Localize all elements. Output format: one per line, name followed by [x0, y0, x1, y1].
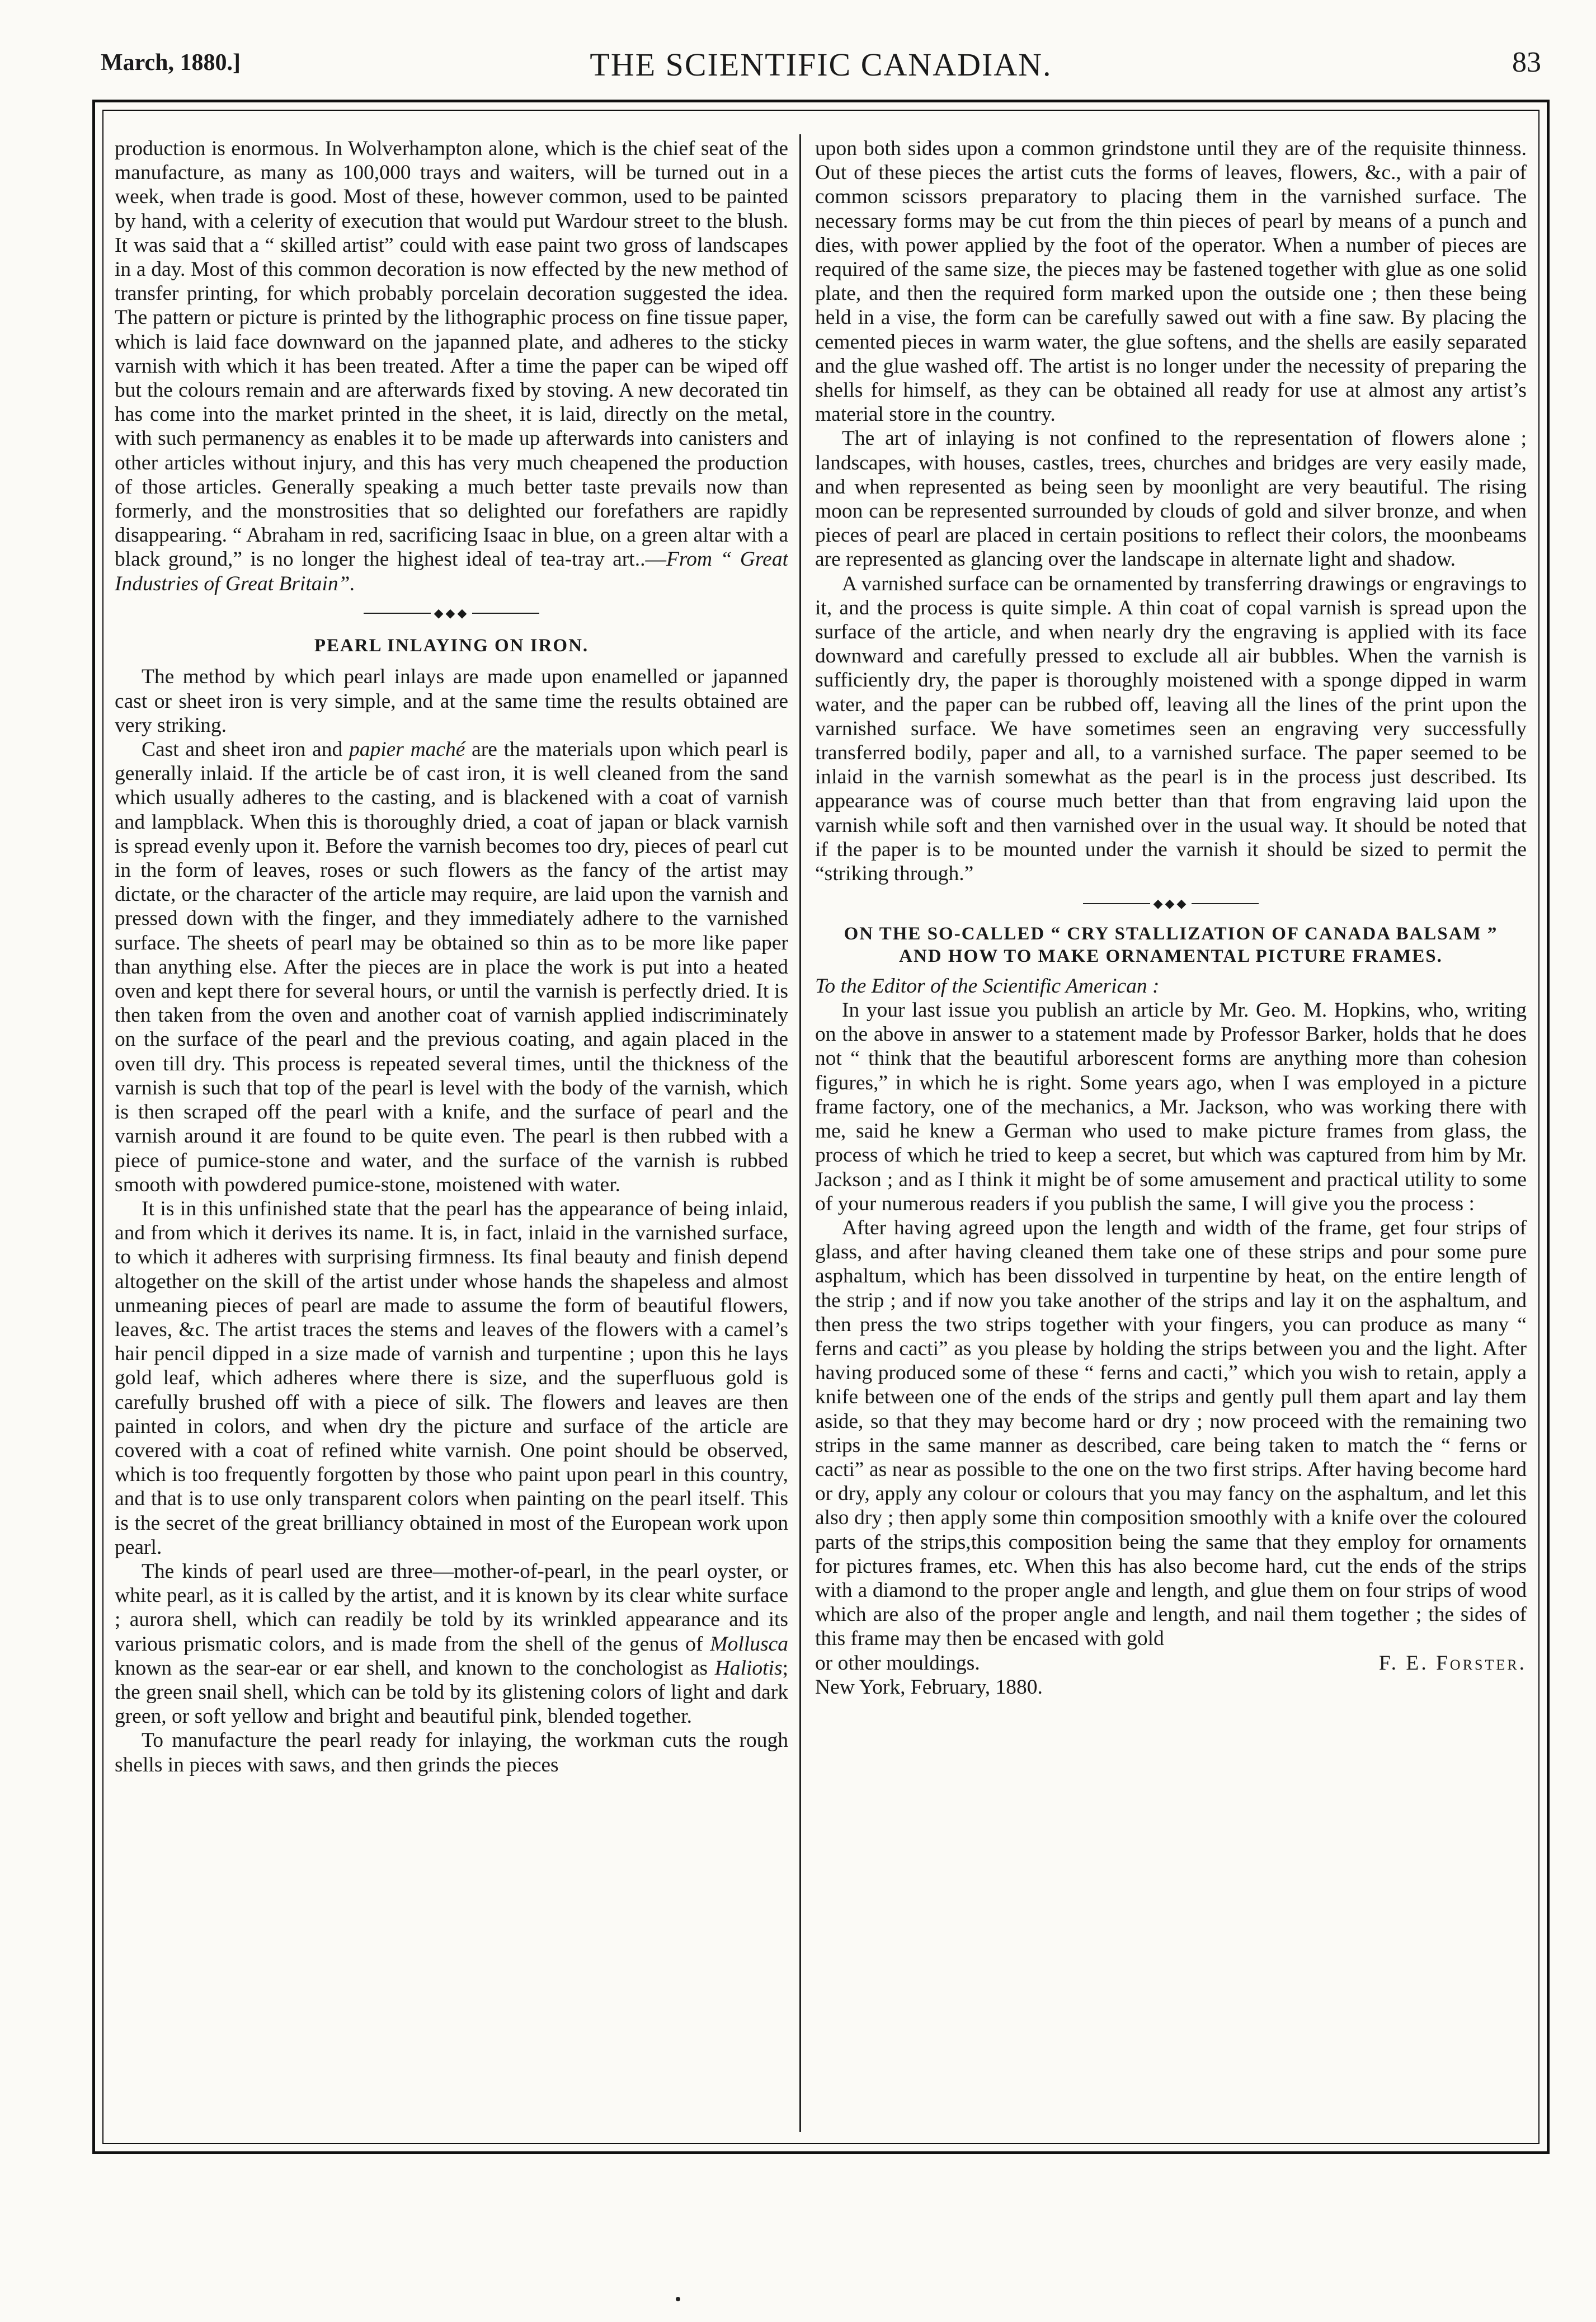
- right-column: [815, 137, 1527, 2142]
- italic-term: Mollusca: [710, 1632, 788, 1656]
- journal-title: THE SCIENTIFIC CANADIAN.: [590, 46, 1052, 83]
- article-continuation: upon both sides upon a common grindstone until they are of the requisite thinness. Out of these pieces the artist cuts the forms of leaves, flowers, &c., with a pair of common scissors preparatory to placing them in the varnished surface. The necessary forms may be cut from the thin pieces of pearl by means of a punch and dies, with power applied by the foot of the operator. When a number of pieces are required of the same size, the pieces may be fastened together with glue as one solid plate, and then the required form marked upon the outside one ; then these being held in a vise, the form can be carefully sawed out with a fine saw. By placing the cemented pieces in warm water, the glue softens, and the shells are easily separated and the glue washed off. The artist is no longer under the necessity of preparing the shells for himself, as they can be obtained all ready for use at almost any artist’s material store in the country.: [815, 137, 1527, 426]
- paragraph: After having agreed upon the length and width of the frame, get four strips of glass, and after having cleaned them take one of these strips and pour some pure asphaltum, which has been dissolved in turpentine by heat, on the entire length of the strip ; and if now you take another of the strips and lay it on the asphaltum, and then press the two strips together with your fingers, you can produce as many “ ferns and cacti” as you please by holding the strips between you and the light. After having produced some of these “ ferns and cacti,” which you wish to retain, apply a knife between one of the ends of the strips and gently pull them apart and lay them aside, so that they may become hard or dry ; now proceed with the remaining two strips in the same manner as described, care being taken to match the “ ferns or cacti” as near as possible to the one on the two first strips. After having become hard or dry, apply any colour or colours that you may fancy on the asphaltum, and let this also dry ; then apply some thin composition smoothly with a knife over the coloured parts of the strips,this composition being the same that they employ for ornaments for pictures frames, etc. When this has also become hard, cut the ends of the strips with a diamond to the proper angle and length, and glue them on four strips of wood which are also of the proper angle and length, and nail them together ; the sides of this frame may then be encased with gold: [815, 1216, 1527, 1651]
- left-column: [115, 137, 788, 2142]
- section-ornament: ◆◆◆: [815, 891, 1527, 915]
- section-ornament: ◆◆◆: [115, 601, 788, 625]
- letter-heading: ON THE SO-CALLED “ CRY STALLIZATION OF CANADA BALSAM ” AND HOW TO MAKE ORNAMENTAL PICTURE FRAMES.: [844, 923, 1498, 966]
- paragraph: The method by which pearl inlays are made upon enamelled or japanned cast or sheet iron is very simple, and at the same time the results obtained are very striking.: [115, 665, 788, 737]
- article-heading: PEARL INLAYING ON IRON.: [314, 636, 589, 656]
- paragraph: It is in this unfinished state that the pearl has the appearance of being inlaid, and from which it derives its name. It is, in fact, inlaid in the varnished surface, to which it adheres with surprising firmness. Its final beauty and finish depend altogether on the skill of the artist under whose hands the shapeless and almost unmeaning pieces of pearl are made to assume the form of beautiful flowers, leaves, &c. The artist traces the stems and leaves of the flowers with a camel’s hair pencil dipped in a size made of varnish and turpentine ; upon this he lays gold leaf, which adheres where there is size, and the superfluous gold is carefully brushed off with a piece of silk. The flowers and leaves are then painted in colors, and when dry the picture and surface of the article are covered with a coat of refined white varnish. One point should be observed, which is too frequently forgotten by those who paint upon pearl in this country, and that is to use only transparent colors when painting on the pearl itself. This is the secret of the great brilliancy obtained in most of the European work upon pearl.: [115, 1197, 788, 1559]
- paragraph: To manufacture the pearl ready for inlaying, the workman cuts the rough shells in pieces with saws, and then grinds the pieces: [115, 1729, 788, 1776]
- issue-date: March, 1880.]: [101, 50, 241, 76]
- author-signature: F. E. Forster.: [1378, 1651, 1527, 1675]
- signature-row: [815, 1651, 1527, 1675]
- bottom-mark: [676, 2297, 680, 2301]
- paragraph: In your last issue you publish an article by Mr. Geo. M. Hopkins, who, writing on the above in answer to a statement made by Professor Barker, holds that he does not “ think that the beautiful arborescent forms are anything more than cohesion figures,” in which he is right. Some years ago, when I was employed in a picture frame factory, one of the mechanics, a Mr. Jackson, who was working there with me, said he knew a German who used to make picture frames from glass, the process of which he tried to keep a secret, but which was captured from him by Mr. Jackson ; and as I think it might be of some amusement and practical utility to some of your numerous readers if you publish the same, I will give you the process :: [815, 999, 1527, 1215]
- column-divider: [799, 134, 801, 2132]
- paragraph: The kinds of pearl used are three—mother-of-pearl, in the pearl oyster, or white pearl, as it is called by the artist, and it is known by its clear white surface ; aurora shell, which can readily be told by its wrinkled appearance and its various prismatic colors, and is made from the shell of the genus of Mollusca known as the sear-ear or ear shell, and known to the conchologist as Haliotis; the green snail shell, which can be told by its glistening colors of light and dark green, or soft yellow and bright and beautiful pink, blended together.: [115, 1559, 788, 1728]
- running-header: [101, 46, 1541, 85]
- page-number: 83: [1512, 46, 1541, 78]
- italic-term: Haliotis: [714, 1656, 783, 1680]
- paragraph: A varnished surface can be ornamented by transferring drawings or engravings to it, and the process is quite simple. A thin coat of copal varnish is spread upon the surface of the article, and when nearly dry the engraving is applied with its face downward and carefully pressed to exclude all air bubbles. When the varnish is sufficiently dry, the paper is thoroughly moistened with a sponge dipped in warm water, and the paper can be rubbed off, leaving all the lines of the print upon the varnished surface. We have sometimes seen an engraving very successfully transferred bodily, paper and all, to a varnished surface. The paper seemed to be inlaid in the varnish somewhat as the pearl is in the process just described. Its appearance was of course much better than that from engraving laid upon the varnish while soft and then varnished over in the usual way. It should be noted that if the paper is to be mounted under the varnish it should be sized to permit the “striking through.”: [815, 572, 1527, 886]
- source-citation: From “ Great Industries of Great Britain”.: [115, 548, 788, 595]
- letter-address: To the Editor of the Scientific American :: [815, 974, 1160, 998]
- italic-term: papier maché: [349, 738, 465, 762]
- paragraph: The art of inlaying is not confined to the representation of flowers alone ; landscapes, with houses, castles, trees, churches and bridges are very easily made, and when represented as being seen by moonlight are very beautiful. The rising moon can be represented surrounded by clouds of gold and silver bronze, and when pieces of pearl are placed in certain positions to reflect their colors, the moonbeams are represented as glancing over the landscape in alternate light and shadow.: [815, 427, 1527, 571]
- article-continuation: [115, 137, 788, 596]
- letter-dateline: New York, February, 1880.: [815, 1675, 1043, 1699]
- closing-text: or other mouldings.: [815, 1651, 980, 1675]
- paragraph: Cast and sheet iron and papier maché are the materials upon which pearl is generally inlaid. If the article be of cast iron, it is well cleaned from the sand which usually adheres to the casting, and is blackened with a coat of varnish and lampblack. When this is thoroughly dried, a coat of japan or black varnish is spread evenly upon it. Before the varnish becomes too dry, pieces of pearl cut in the form of leaves, roses or such flowers as the fancy of the artist may dictate, or the character of the article may require, are laid upon the varnish and pressed down with the finger, and they immediately adhere to the varnished surface. The sheets of pearl may be obtained so thin as to be more like paper than anything else. After the pieces are in place the work is put into a heated oven and kept there for several hours, or until the varnish is perfectly dried. It is then taken from the oven and another coat of varnish applied indiscriminately on the surface of the pearl and the previous coating, and again placed in the oven till dry. This process is repeated several times, until the thickness of the varnish is such that top of the pearl is level with the body of the varnish, which is then scraped off the pearl with a knife, and the surface of pearl and the varnish around it are found to be quite even. The pearl is then rubbed with a piece of pumice-stone and water, and the surface of the varnish is rubbed smooth with powdered pumice-stone, moistened with water.: [115, 738, 788, 1196]
- paragraph-text: production is enormous. In Wolverhampton alone, which is the chief seat of the manufacture, as many as 100,000 trays and waiters, will be turned out in a week, when trade is good. Most of these, however common, used to be painted by hand, with a celerity of execution that would put Wardour street to the blush. It was said that a “ skilled artist” could with ease paint two gross of landscapes in a day. Most of this common decoration is now effected by the new method of transfer printing, for which probably porcelain decoration suggested the idea. The pattern or picture is printed by the lithographic process on fine tissue paper, which is laid face downward on the japanned plate, and adheres to the sticky varnish with which it has been treated. After a time the paper can be wiped off but the colours remain and are afterwards fixed by stoving. A new decorated tin has come into the market printed in the sheet, it is laid, directly on the metal, with such permanency as enables it to be made up afterwards into canisters and other articles without injury, and this has very much cheapened the production of those articles. Generally speaking a much better taste prevails now than formerly, and the monstrosities that so delighted our forefathers are rapidly disappearing. “ Abraham in red, sacrificing Isaac in blue, on a green altar with a black ground,” is no longer the highest ideal of tea-tray art..—: [115, 137, 788, 571]
